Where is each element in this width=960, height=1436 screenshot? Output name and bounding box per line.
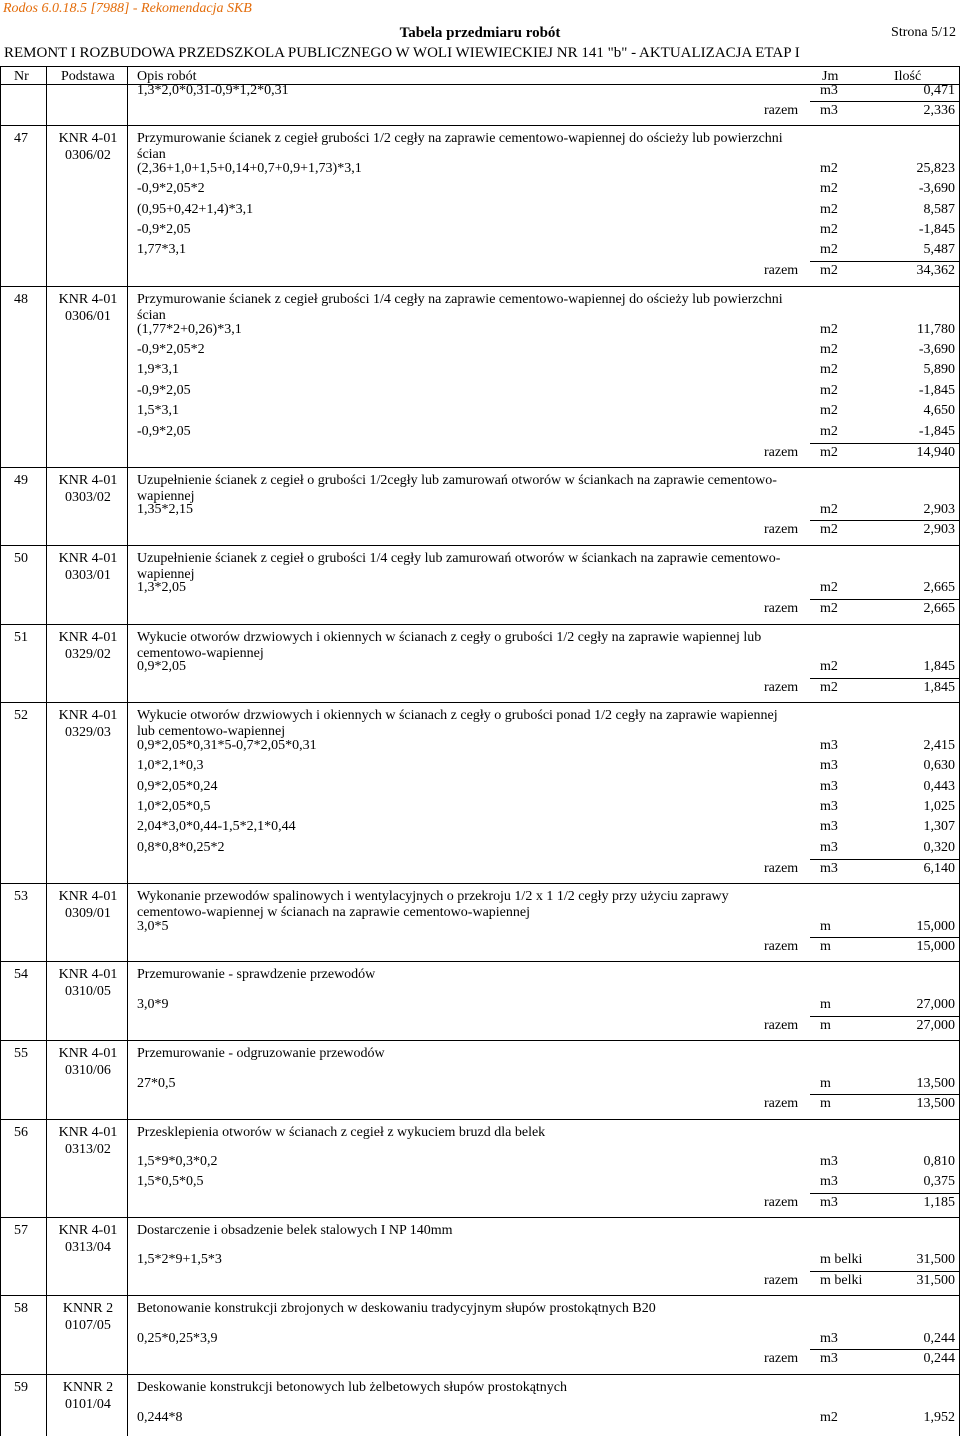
program-name: Rodos 6.0.18.5 [7988] - Rekomendacja SKB: [3, 1, 252, 16]
item-number: 53: [14, 889, 28, 904]
row-divider: [810, 859, 960, 860]
item-base-line1: KNR 4-01: [58, 708, 118, 723]
header-nr: Nr: [14, 69, 29, 84]
calc-value: 8,587: [923, 202, 955, 217]
razem-value: 14,940: [916, 445, 955, 460]
razem-label: razem: [764, 1018, 799, 1033]
razem-label: razem: [764, 861, 799, 876]
row-divider: [0, 1295, 960, 1296]
razem-label: razem: [764, 103, 799, 118]
calc-expression: -0,9*2,05: [137, 222, 191, 237]
calc-value: 4,650: [923, 403, 955, 418]
razem-unit: m3: [820, 1195, 838, 1210]
calc-value: 2,903: [923, 502, 955, 517]
row-divider: [0, 883, 960, 884]
razem-unit: m2: [820, 680, 838, 695]
item-base-line1: KNR 4-01: [58, 1046, 118, 1061]
razem-value: 27,000: [916, 1018, 955, 1033]
item-base-line1: KNNR 2: [62, 1380, 114, 1395]
calc-expression: 0,9*2,05*0,31*5-0,7*2,05*0,31: [137, 738, 317, 753]
calc-expression: 0,244*8: [137, 1410, 183, 1425]
item-base-line1: KNR 4-01: [58, 1223, 118, 1238]
calc-unit: m2: [820, 161, 838, 176]
item-description: Wykucie otworów drzwiowych i okiennych w ścianach z cegły o grubości 1/2 cegły na zaprawie wapiennej lub cementowo-wapiennej: [137, 630, 762, 661]
calc-unit: m3: [820, 1331, 838, 1346]
row-divider: [0, 467, 960, 468]
razem-unit: m: [820, 1018, 831, 1033]
calc-value: 1,025: [923, 799, 955, 814]
row-divider: [810, 520, 960, 521]
calc-unit: m2: [820, 242, 838, 257]
calc-unit: m3: [820, 1154, 838, 1169]
razem-unit: m2: [820, 445, 838, 460]
item-description: Betonowanie konstrukcji zbrojonych w deskowaniu tradycyjnym słupów prostokątnych B20: [137, 1301, 656, 1316]
calc-value: -3,690: [918, 181, 955, 196]
calc-value: 5,890: [923, 362, 955, 377]
calc-value: 15,000: [916, 919, 955, 934]
calc-value: 5,487: [923, 242, 955, 257]
calc-unit: m2: [820, 383, 838, 398]
item-number: 59: [14, 1380, 28, 1395]
calc-expression: 0,8*0,8*0,25*2: [137, 840, 225, 855]
calc-unit: m2: [820, 424, 838, 439]
item-base-line2: 0101/04: [65, 1397, 111, 1412]
calc-expression: -0,9*2,05: [137, 383, 191, 398]
item-description: Uzupełnienie ścianek z cegieł o grubości 1/2cegły lub zamurowań otworów w ściankach na zaprawie cementowo-wapiennej: [137, 473, 777, 504]
row-divider: [0, 1374, 960, 1375]
calc-unit: m3: [820, 799, 838, 814]
razem-label: razem: [764, 263, 799, 278]
item-base-line2: 0313/02: [65, 1142, 111, 1157]
calc-value: 0,630: [923, 758, 955, 773]
razem-value: 0,244: [923, 1351, 955, 1366]
item-number: 47: [14, 131, 28, 146]
calc-value: 2,665: [923, 580, 955, 595]
calc-expression: 3,0*9: [137, 997, 169, 1012]
row-divider: [0, 545, 960, 546]
row-divider: [810, 101, 960, 102]
razem-unit: m3: [820, 861, 838, 876]
item-base-line2: 0310/05: [65, 984, 111, 999]
calc-unit: m2: [820, 403, 838, 418]
calc-unit: m3: [820, 840, 838, 855]
razem-unit: m3: [820, 1351, 838, 1366]
item-description: Przesklepienia otworów w ścianach z cegieł z wykuciem bruzd dla belek: [137, 1125, 546, 1140]
row-divider: [810, 937, 960, 938]
item-base-line2: 0309/01: [65, 906, 111, 921]
item-number: 48: [14, 292, 28, 307]
calc-unit: m3: [820, 819, 838, 834]
row-divider: [0, 1119, 960, 1120]
calc-unit: m2: [820, 322, 838, 337]
item-number: 52: [14, 708, 28, 723]
calc-expression: 1,5*3,1: [137, 403, 179, 418]
item-description: Przymurowanie ścianek z cegieł grubości 1/2 cegły na zaprawie cementowo-wapiennej do ościeży lub powierzchni ścian: [137, 131, 783, 162]
calc-unit: m3: [820, 758, 838, 773]
razem-label: razem: [764, 601, 799, 616]
calc-unit: m3: [820, 1174, 838, 1189]
razem-unit: m3: [820, 103, 838, 118]
row-divider: [810, 1349, 960, 1350]
column-divider: [0, 66, 1, 1436]
calc-expression: 0,25*0,25*3,9: [137, 1331, 218, 1346]
column-divider: [46, 66, 47, 1436]
item-description: Wykonanie przewodów spalinowych i wentylacyjnych o przekroju 1/2 x 1 1/2 cegły przy użyciu zaprawy cementowo-wapiennej w ścianach na zaprawie cementowo-wapiennej: [137, 889, 729, 920]
header-desc: Opis robót: [137, 69, 197, 84]
calc-unit: m belki: [820, 1252, 863, 1267]
item-base-line2: 0107/05: [65, 1318, 111, 1333]
razem-value: 2,903: [923, 522, 955, 537]
header-base: Podstawa: [61, 69, 115, 84]
item-base-line1: KNR 4-01: [58, 551, 118, 566]
calc-expression: -0,9*2,05*2: [137, 181, 205, 196]
calc-unit: m2: [820, 502, 838, 517]
razem-unit: m2: [820, 601, 838, 616]
row-divider: [0, 961, 960, 962]
razem-unit: m: [820, 1096, 831, 1111]
calc-expression: 3,0*5: [137, 919, 169, 934]
item-base-line2: 0310/06: [65, 1063, 111, 1078]
project-title: REMONT I ROZBUDOWA PRZEDSZKOLA PUBLICZNEGO W WOLI WIEWIECKIEJ NR 141 "b" - AKTUALIZACJA ETAP I: [4, 45, 800, 61]
calc-expression: (0,95+0,42+1,4)*3,1: [137, 202, 254, 217]
calc-expression: 1,77*3,1: [137, 242, 186, 257]
item-number: 50: [14, 551, 28, 566]
calc-expression: (2,36+1,0+1,5+0,14+0,7+0,9+1,73)*3,1: [137, 161, 362, 176]
page-number: Strona 5/12: [891, 25, 956, 40]
header-unit: Jm: [822, 69, 839, 84]
item-base-line1: KNR 4-01: [58, 292, 118, 307]
row-divider: [810, 1193, 960, 1194]
calc-unit: m: [820, 1076, 831, 1091]
razem-value: 1,845: [923, 680, 955, 695]
calc-unit: m2: [820, 1410, 838, 1425]
item-base-line2: 0303/02: [65, 490, 111, 505]
calc-value: 13,500: [916, 1076, 955, 1091]
calc-expression: (1,77*2+0,26)*3,1: [137, 322, 242, 337]
item-description: Deskowanie konstrukcji betonowych lub żelbetowych słupów prostokątnych: [137, 1380, 568, 1395]
calc-value: 0,375: [923, 1174, 955, 1189]
row-divider: [810, 1016, 960, 1017]
calc-value: 0,443: [923, 779, 955, 794]
calc-unit: m2: [820, 659, 838, 674]
row-divider: [0, 66, 960, 67]
razem-value: 6,140: [923, 861, 955, 876]
calc-value: 27,000: [916, 997, 955, 1012]
item-base-line2: 0306/02: [65, 148, 111, 163]
row-divider: [810, 443, 960, 444]
calc-value: 2,415: [923, 738, 955, 753]
calc-unit: m2: [820, 222, 838, 237]
calc-expression: 1,3*2,05: [137, 580, 186, 595]
razem-unit: m2: [820, 522, 838, 537]
calc-unit: m3: [820, 779, 838, 794]
calc-unit: m3: [820, 738, 838, 753]
item-description: Uzupełnienie ścianek z cegieł o grubości 1/4 cegły lub zamurowań otworów w ściankach na zaprawie cementowo-wapiennej: [137, 551, 781, 582]
calc-unit: m2: [820, 580, 838, 595]
calc-value: 11,780: [917, 322, 955, 337]
header-qty: Ilość: [894, 69, 922, 84]
calc-value: -1,845: [918, 383, 955, 398]
item-base-line1: KNNR 2: [62, 1301, 114, 1316]
calc-expression: 1,0*2,1*0,3: [137, 758, 204, 773]
calc-expression: -0,9*2,05*2: [137, 342, 205, 357]
row-divider: [810, 1271, 960, 1272]
razem-label: razem: [764, 522, 799, 537]
item-number: 51: [14, 630, 28, 645]
calc-unit: m2: [820, 342, 838, 357]
row-divider: [0, 624, 960, 625]
calc-value: 1,307: [923, 819, 955, 834]
razem-label: razem: [764, 1195, 799, 1210]
razem-label: razem: [764, 680, 799, 695]
item-number: 56: [14, 1125, 28, 1140]
calc-value: 0,810: [923, 1154, 955, 1169]
calc-unit: m: [820, 919, 831, 934]
calc-value: -1,845: [918, 424, 955, 439]
razem-value: 2,336: [923, 103, 955, 118]
item-number: 54: [14, 967, 28, 982]
item-base-line1: KNR 4-01: [58, 131, 118, 146]
razem-label: razem: [764, 1096, 799, 1111]
calc-value: 1,845: [923, 659, 955, 674]
item-base-line1: KNR 4-01: [58, 889, 118, 904]
razem-label: razem: [764, 1273, 799, 1288]
calc-unit: m2: [820, 202, 838, 217]
item-number: 49: [14, 473, 28, 488]
calc-unit: m2: [820, 362, 838, 377]
row-divider: [810, 261, 960, 262]
razem-label: razem: [764, 939, 799, 954]
calc-value: 0,320: [923, 840, 955, 855]
page-title: Tabela przedmiaru robót: [399, 25, 561, 41]
calc-value: 0,471: [923, 83, 955, 98]
razem-unit: m: [820, 939, 831, 954]
calc-expression: 2,04*3,0*0,44-1,5*2,1*0,44: [137, 819, 296, 834]
calc-expression: 1,3*2,0*0,31-0,9*1,2*0,31: [137, 83, 289, 98]
razem-label: razem: [764, 445, 799, 460]
razem-value: 13,500: [916, 1096, 955, 1111]
calc-value: 1,952: [923, 1410, 955, 1425]
calc-expression: 1,35*2,15: [137, 502, 193, 517]
row-divider: [810, 678, 960, 679]
row-divider: [810, 599, 960, 600]
calc-unit: m2: [820, 181, 838, 196]
item-base-line1: KNR 4-01: [58, 630, 118, 645]
item-description: Przymurowanie ścianek z cegieł grubości 1/4 cegły na zaprawie cementowo-wapiennej do ościeży lub powierzchni ścian: [137, 292, 783, 323]
item-description: Wykucie otworów drzwiowych i okiennych w ścianach z cegły o grubości ponad 1/2 cegły na zaprawie wapiennej lub cementowo-wapiennej: [137, 708, 778, 739]
row-divider: [0, 702, 960, 703]
razem-unit: m2: [820, 263, 838, 278]
item-description: Przemurowanie - odgruzowanie przewodów: [137, 1046, 385, 1061]
razem-value: 31,500: [916, 1273, 955, 1288]
calc-value: 25,823: [916, 161, 955, 176]
item-description: Przemurowanie - sprawdzenie przewodów: [137, 967, 376, 982]
item-base-line2: 0329/03: [65, 725, 111, 740]
calc-value: -3,690: [918, 342, 955, 357]
item-description: Dostarczenie i obsadzenie belek stalowych I NP 140mm: [137, 1223, 453, 1238]
row-divider: [810, 1094, 960, 1095]
calc-expression: 1,5*2*9+1,5*3: [137, 1252, 222, 1267]
item-number: 57: [14, 1223, 28, 1238]
razem-value: 1,185: [923, 1195, 955, 1210]
calc-value: -1,845: [918, 222, 955, 237]
row-divider: [0, 1040, 960, 1041]
item-base-line1: KNR 4-01: [58, 473, 118, 488]
razem-label: razem: [764, 1351, 799, 1366]
razem-unit: m belki: [820, 1273, 863, 1288]
calc-value: 31,500: [916, 1252, 955, 1267]
calc-unit: m: [820, 997, 831, 1012]
calc-expression: 27*0,5: [137, 1076, 176, 1091]
calc-expression: 0,9*2,05: [137, 659, 186, 674]
calc-unit: m3: [820, 83, 838, 98]
calc-expression: 1,0*2,05*0,5: [137, 799, 211, 814]
row-divider: [0, 125, 960, 126]
item-base-line2: 0306/01: [65, 309, 111, 324]
calc-expression: -0,9*2,05: [137, 424, 191, 439]
row-divider: [0, 286, 960, 287]
item-base-line2: 0329/02: [65, 647, 111, 662]
item-base-line2: 0303/01: [65, 568, 111, 583]
razem-value: 34,362: [916, 263, 955, 278]
item-number: 58: [14, 1301, 28, 1316]
item-number: 55: [14, 1046, 28, 1061]
razem-value: 2,665: [923, 601, 955, 616]
calc-value: 0,244: [923, 1331, 955, 1346]
calc-expression: 1,9*3,1: [137, 362, 179, 377]
column-divider: [127, 66, 128, 1436]
calc-expression: 1,5*0,5*0,5: [137, 1174, 204, 1189]
razem-value: 15,000: [916, 939, 955, 954]
item-base-line1: KNR 4-01: [58, 1125, 118, 1140]
calc-expression: 1,5*9*0,3*0,2: [137, 1154, 218, 1169]
item-base-line1: KNR 4-01: [58, 967, 118, 982]
calc-expression: 0,9*2,05*0,24: [137, 779, 218, 794]
row-divider: [0, 1217, 960, 1218]
item-base-line2: 0313/04: [65, 1240, 111, 1255]
